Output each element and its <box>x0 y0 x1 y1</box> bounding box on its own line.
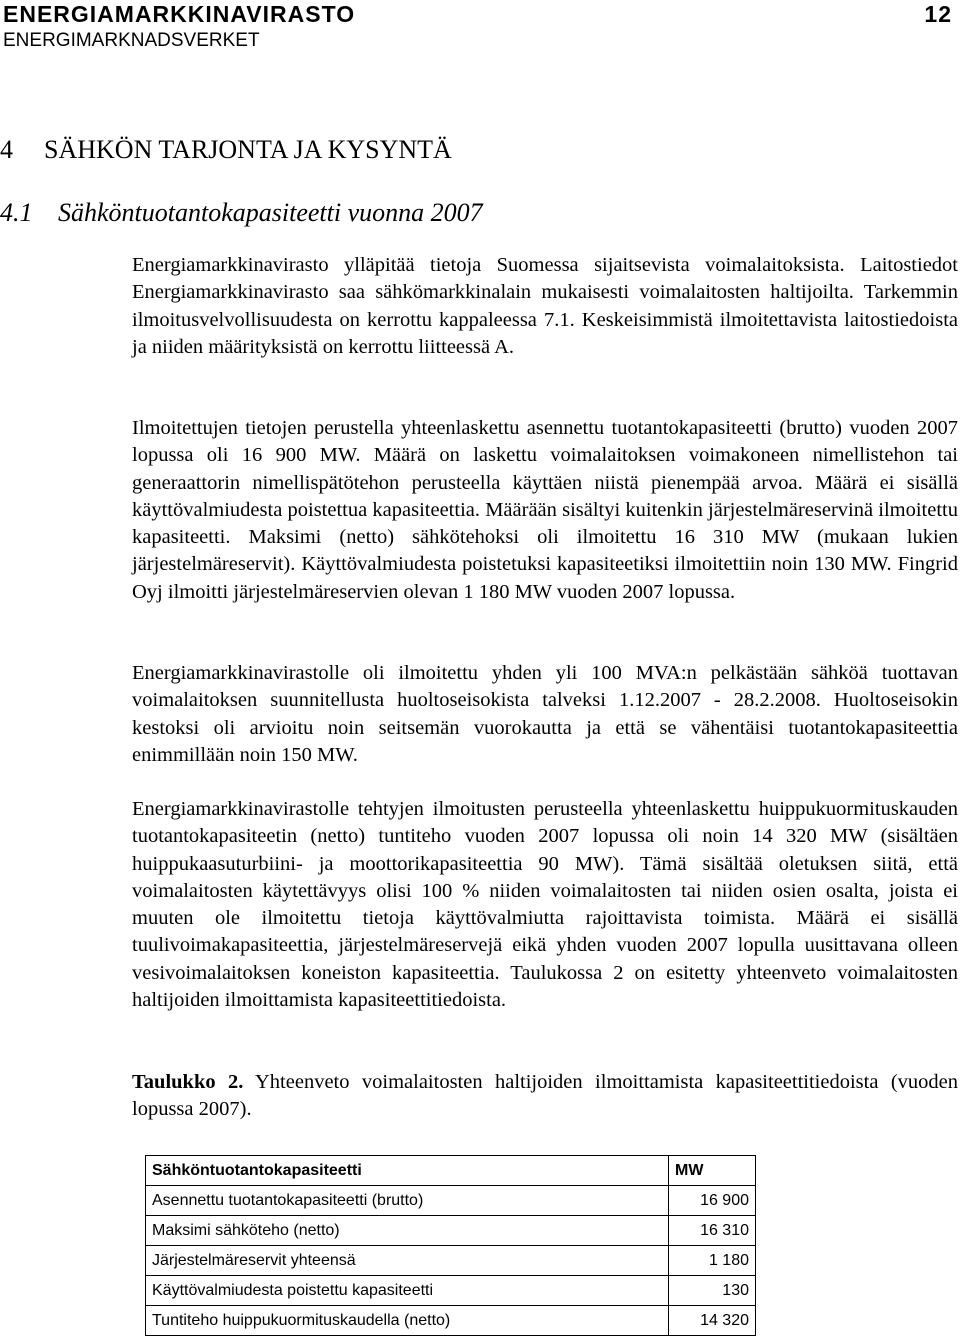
organization-name-swedish: ENERGIMARKNADSVERKET <box>3 30 260 51</box>
table-cell-value: 130 <box>669 1276 756 1306</box>
paragraph-1: Energiamarkkinavirasto ylläpitää tietoja Suomessa sijaitsevista voimalaitoksista. Laitostiedot Energiamarkkinavirasto saa sähkömarkkinalain mukaisesti voimalaitosten haltijoilta. Tarkemmin ilmoitusvelvollisuudesta on kerrottu kappaleessa 7.1. Keskeisimmistä ilmoitettavista laitostiedoista ja niiden määrityksistä on kerrottu liitteessä A. <box>132 254 958 358</box>
table-row <box>146 1306 756 1336</box>
table-row <box>146 1216 756 1246</box>
table-cell-label: Maksimi sähköteho (netto) <box>146 1216 669 1246</box>
table-cell-label: Järjestelmäreservit yhteensä <box>146 1246 669 1276</box>
table-row <box>146 1186 756 1216</box>
table-cell-value: 16 310 <box>669 1216 756 1246</box>
table-row <box>146 1276 756 1306</box>
paragraph-3: Energiamarkkinavirastolle oli ilmoitettu yhden yli 100 MVA:n pelkästään sähköä tuottavan voimalaitoksen suunnitellusta huoltoseisokista talveksi 1.12.2007 - 28.2.2008. Huoltoseisokin kestoksi oli arvioitu noin seitsemän vuorokautta ja että se vähentäisi tuotantokapasiteettia enimmillään noin 150 MW. <box>132 662 958 766</box>
subsection-number: 4.1 <box>0 198 33 227</box>
subsection-heading <box>0 198 483 228</box>
table-cell-label: Käyttövalmiudesta poistettu kapasiteetti <box>146 1276 669 1306</box>
table-caption-text: Yhteenveto voimalaitosten haltijoiden ilmoittamista kapasiteettitiedoista (vuoden lopussa 2007). <box>132 1071 959 1121</box>
section-title: SÄHKÖN TARJONTA JA KYSYNTÄ <box>44 135 452 164</box>
section-heading <box>0 135 452 165</box>
paragraph-4: Energiamarkkinavirastolle tehtyjen ilmoitusten perusteella yhteenlaskettu huippukuormituskauden tuotantokapasiteetin (netto) tuntiteho vuoden 2007 lopussa oli noin 14 320 MW (sisältäen huippukaasuturbiini- ja moottorikapasiteettia 90 MW). Tämä sisältää oletuksen siitä, että voimalaitosten käytettävyys olisi 100 % niiden voimalaitosten tai niiden osien osalta, joista ei muuten ole ilmoitettu tietoja käyttövalmiutta rajoittavista toimista. Määrä ei sisällä tuulivoimakapasiteettia, järjestelmäreservejä eikä yhden vuoden 2007 lopulla uusittavana olleen vesivoimalaitoksen koneiston kapasiteettia. Taulukossa 2 on esitetty yhteenveto voimalaitosten haltijoiden ilmoittamista kapasiteettitiedoista. <box>132 798 958 1012</box>
table-cell-label: Asennettu tuotantokapasiteetti (brutto) <box>146 1186 669 1216</box>
table-cell-value: 16 900 <box>669 1186 756 1216</box>
page-number: 12 <box>924 1 952 27</box>
table-cell-label: Tuntiteho huippukuormituskaudella (netto) <box>146 1306 669 1336</box>
organization-name: ENERGIAMARKKINAVIRASTO <box>3 1 356 27</box>
table-cell-value: 14 320 <box>669 1306 756 1336</box>
subsection-title: Sähköntuotantokapasiteetti vuonna 2007 <box>58 198 483 227</box>
table-header-row <box>146 1156 756 1186</box>
table-caption <box>132 1069 958 1124</box>
table-row <box>146 1246 756 1276</box>
section-number: 4 <box>0 135 13 164</box>
capacity-table <box>145 1155 756 1336</box>
paragraph-2: Ilmoitettujen tietojen perustella yhteenlaskettu asennettu tuotantokapasiteetti (brutto) vuoden 2007 lopussa oli 16 900 MW. Määrä on laskettu voimalaitoksen voimakoneen nimellistehon tai generaattorin nimellispätötehon perusteella käyttäen niistä pienempää arvoa. Määrä ei sisällä käyttövalmiudesta poistettua kapasiteettia. Määrään sisältyi kuitenkin järjestelmäreservinä ilmoitettu kapasiteetti. Maksimi (netto) sähkötehoksi oli ilmoitettu 16 310 MW (mukaan lukien järjestelmäreservit). Käyttövalmiudesta poistetuksi kapasiteetiksi ilmoitettiin noin 130 MW. Fingrid Oyj ilmoitti järjestelmäreservien olevan 1 180 MW vuoden 2007 lopussa. <box>132 417 958 603</box>
table-cell-value: 1 180 <box>669 1246 756 1276</box>
table-caption-label: Taulukko 2. <box>132 1071 244 1093</box>
table-header-mw: MW <box>669 1156 756 1186</box>
table-header-capacity: Sähköntuotantokapasiteetti <box>146 1156 669 1186</box>
